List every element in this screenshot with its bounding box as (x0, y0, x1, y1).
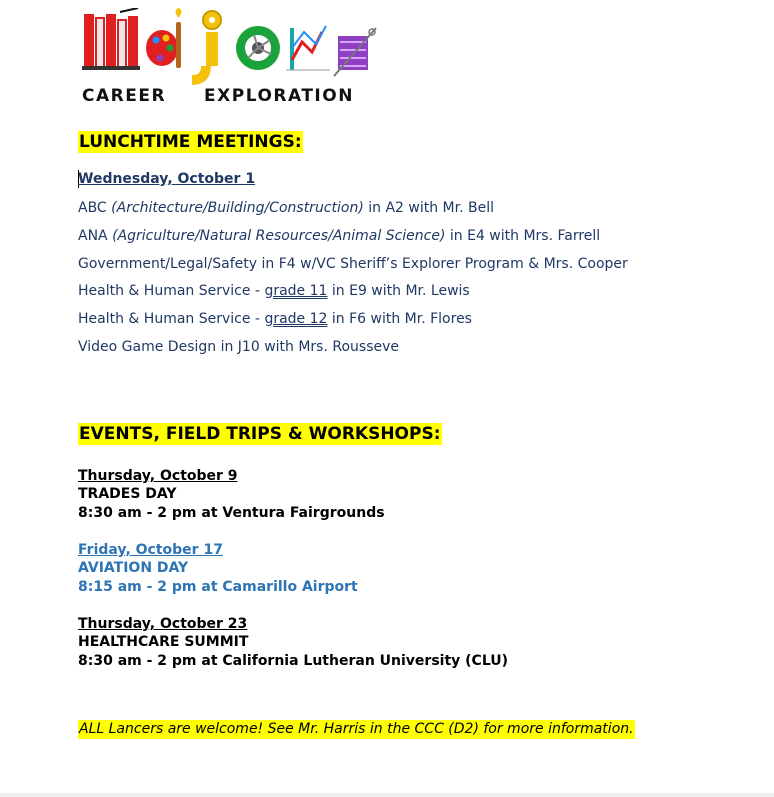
meeting-item-ana (78, 227, 600, 245)
meeting-text: in E9 with Mr. Lewis (327, 283, 470, 299)
logo-tagline-left: CAREER (82, 86, 167, 106)
meeting-text: Government/Legal/Safety in F4 w/VC Sheriff’s Explorer Program & Mrs. Cooper (78, 256, 628, 272)
event-date: Thursday, October 23 (78, 616, 248, 632)
meeting-item-health-12 (78, 310, 472, 328)
meeting-item-video-game (78, 338, 399, 356)
meeting-text: Health & Human Service - (78, 311, 265, 327)
event-date: Thursday, October 9 (78, 468, 238, 484)
letter-r-chart-icon (286, 26, 330, 70)
event-title: TRADES DAY (78, 486, 177, 502)
meeting-text: in A2 with Mr. Bell (363, 200, 494, 216)
meeting-item-health-11 (78, 282, 470, 300)
lunchtime-date: Wednesday, October 1 (78, 171, 256, 187)
meeting-italic: (Agriculture/Natural Resources/Animal Science) (112, 228, 446, 244)
events-heading: EVENTS, FIELD TRIPS & WORKSHOPS: (79, 424, 441, 444)
meeting-grade: grade 11 (264, 283, 328, 299)
lunchtime-heading: LUNCHTIME MEETINGS: (79, 132, 302, 152)
logo-letters-art (80, 8, 380, 86)
majors-logo (80, 8, 380, 108)
letter-s-thread-icon (334, 28, 376, 76)
letter-j-gauge-icon (192, 11, 221, 80)
meeting-italic: (Architecture/Building/Construction) (111, 200, 364, 216)
meeting-text: Video Game Design in J10 with Mrs. Rousseve (78, 339, 400, 355)
meeting-grade: grade 12 (264, 311, 328, 327)
meeting-item-government (78, 255, 628, 273)
event-time: 8:15 am - 2 pm at Camarillo Airport (78, 579, 358, 595)
meeting-text: ABC (78, 200, 112, 216)
event-time: 8:30 am - 2 pm at California Lutheran University (CLU) (78, 653, 509, 669)
event-date: Friday, October 17 (78, 542, 223, 558)
footer-note: ALL Lancers are welcome! See Mr. Harris in the CCC (D2) for more information. (79, 721, 634, 737)
meeting-item-abc (78, 199, 494, 217)
meeting-text: in F6 with Mr. Flores (327, 311, 472, 327)
letter-a-palette-icon (146, 8, 182, 68)
logo-tagline-right: EXPLORATION (204, 86, 354, 106)
page-bottom-edge (0, 793, 774, 797)
letter-o-gear-icon (236, 26, 280, 70)
event-title: HEALTHCARE SUMMIT (78, 634, 249, 650)
logo-tagline (82, 86, 354, 106)
meeting-text: Health & Human Service - (78, 283, 265, 299)
event-title: AVIATION DAY (78, 560, 189, 576)
event-time: 8:30 am - 2 pm at Ventura Fairgrounds (78, 505, 385, 521)
meeting-text: in E4 with Mrs. Farrell (445, 228, 601, 244)
letter-m-bookshelf-icon (82, 8, 140, 70)
meeting-text: ANA (78, 228, 113, 244)
